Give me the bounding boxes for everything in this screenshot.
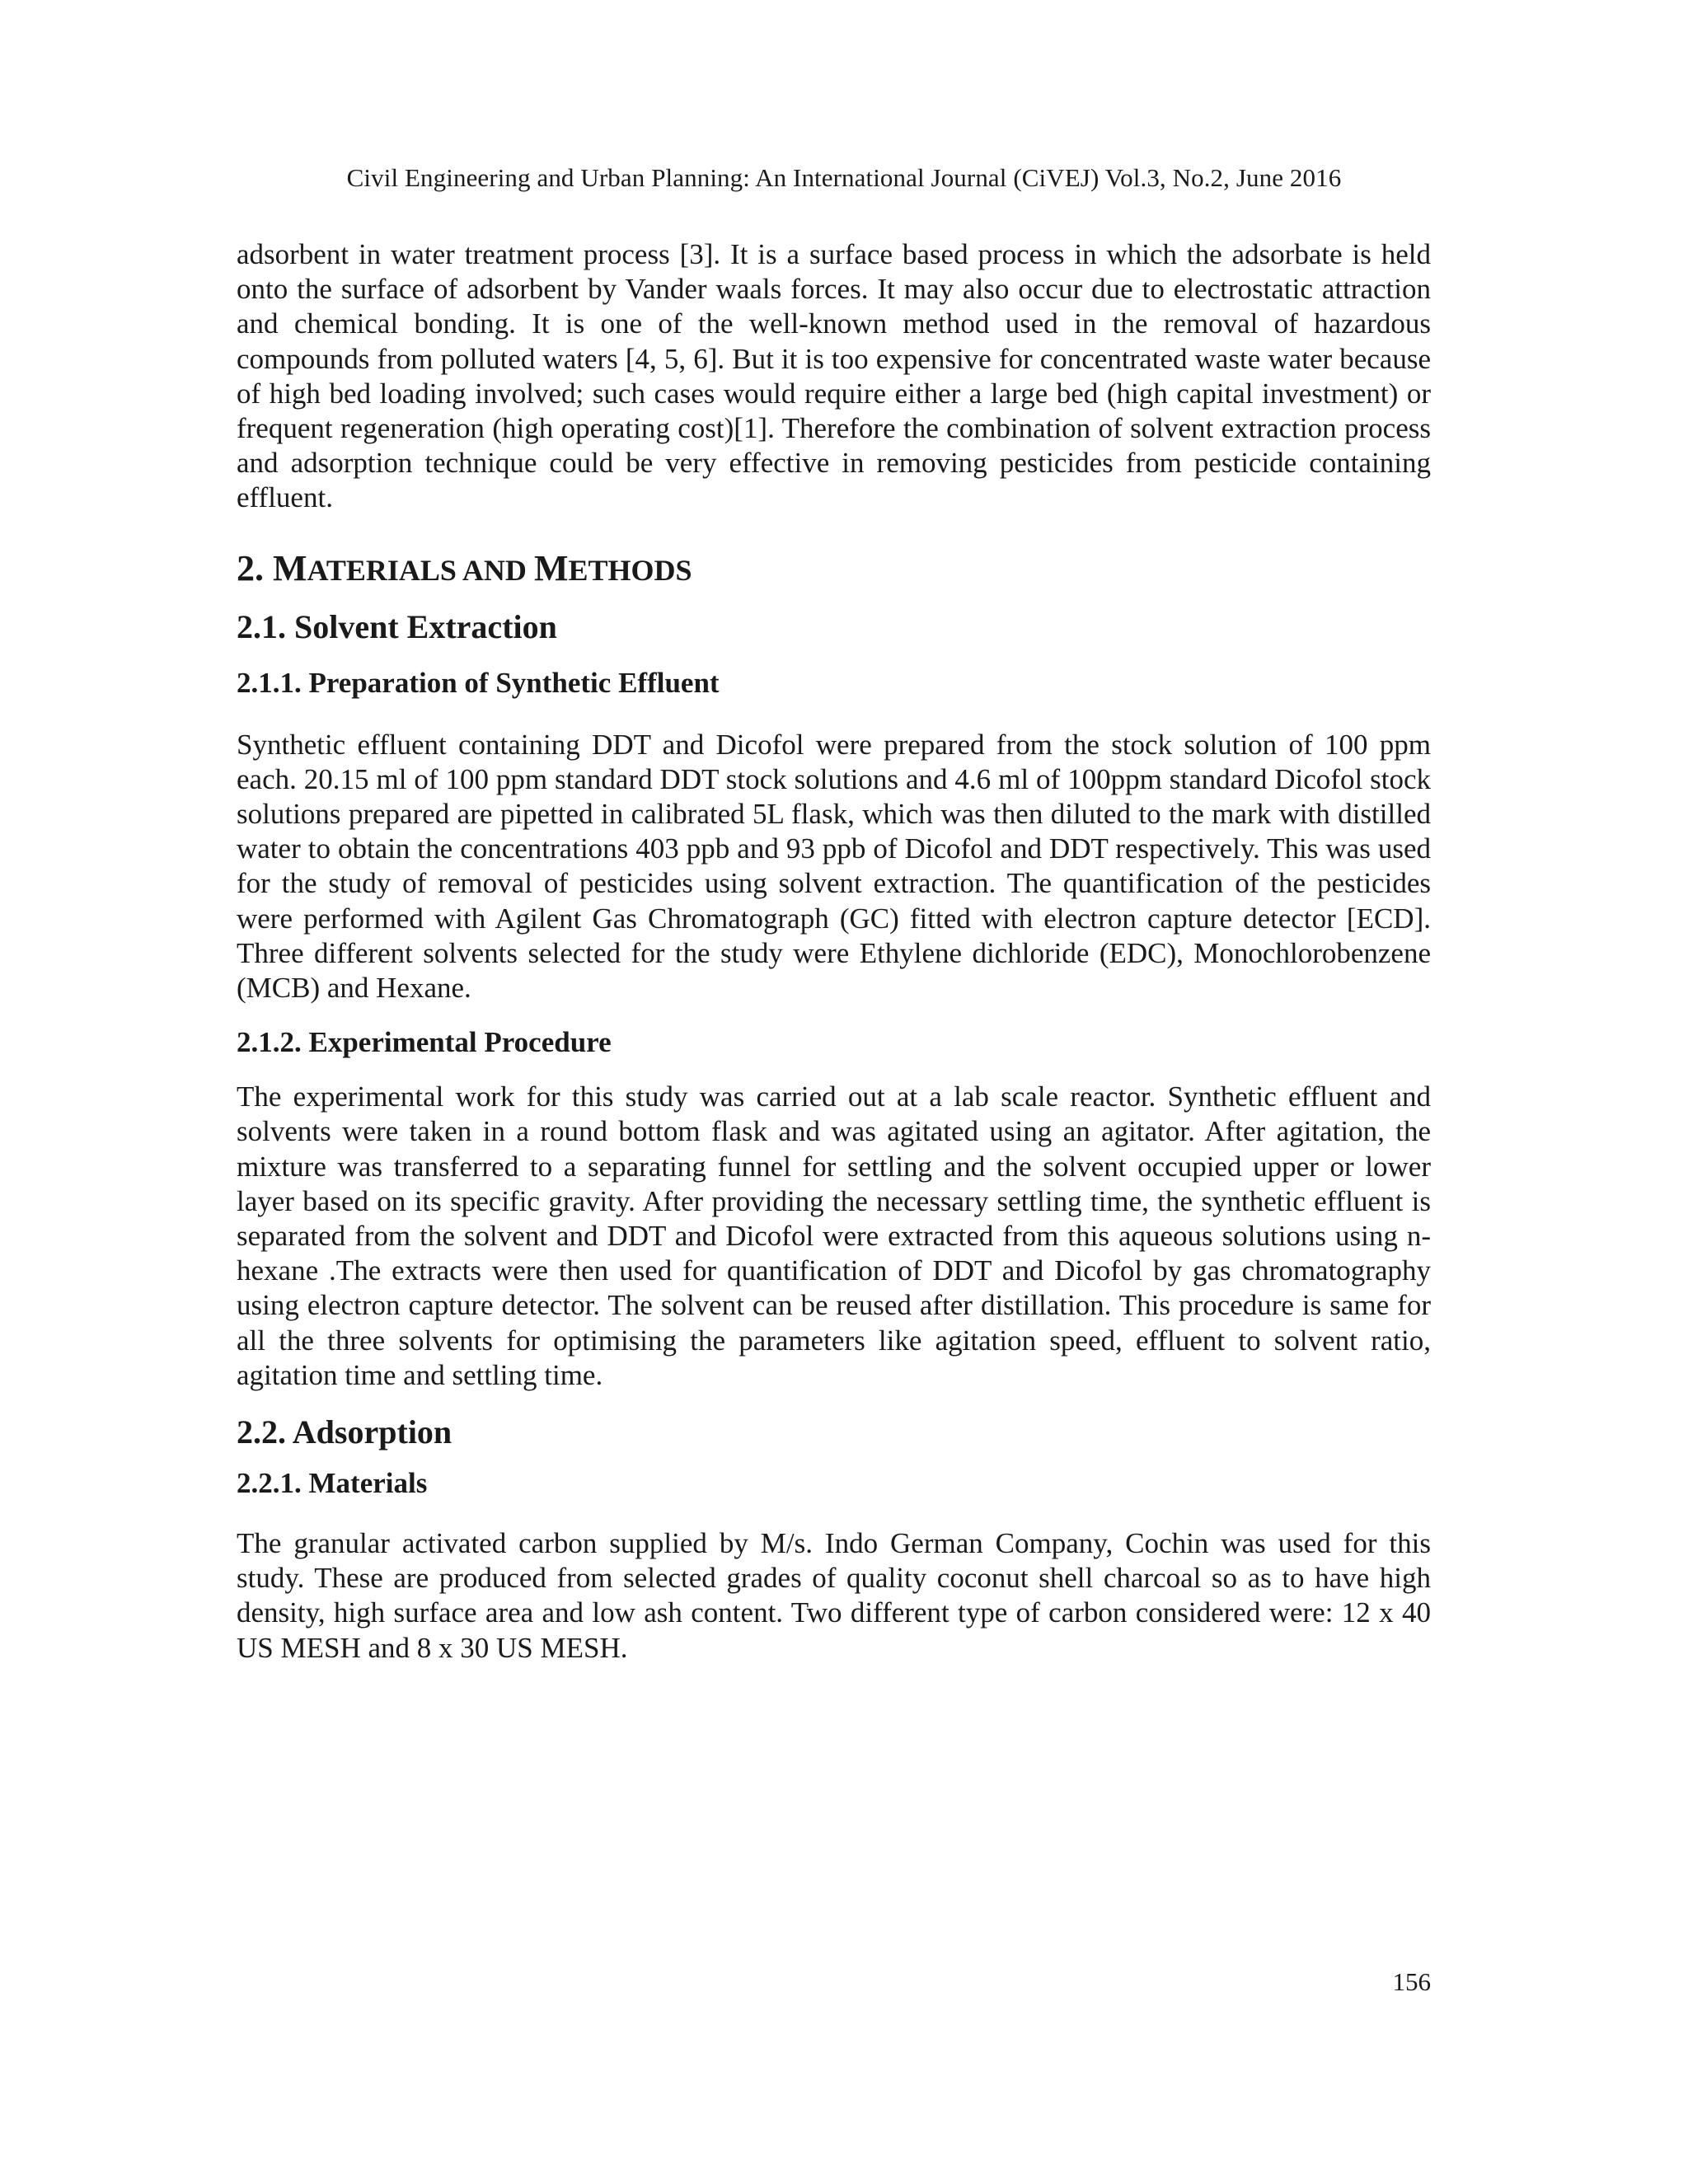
subsection-heading-adsorption: 2.2. Adsorption — [237, 1413, 452, 1451]
subsection-heading-solvent-extraction: 2.1. Solvent Extraction — [237, 607, 557, 645]
section-heading-part: 2. M — [237, 547, 307, 588]
page-body — [237, 237, 1431, 1666]
synthetic-effluent-paragraph: Synthetic effluent containing DDT and Dicofol were prepared from the stock solution of 100 ppm each. 20.15 ml of 100 ppm standard DDT stock solutions and 4.6 ml of 100ppm standard Dicofol stock solutions prepared are pipetted in calibrated 5L flask, which was then diluted to the mark with distilled water to obtain the concentrations 403 ppb and 93 ppb of Dicofol and DDT respectively. This was used for the study of removal of pesticides using solvent extraction. The quantification of the pesticides were performed with Agilent Gas Chromatograph (GC) fitted with electron capture detector [ECD]. Three different solvents selected for the study were Ethylene dichloride (EDC), Monochlorobenzene (MCB) and Hexane. — [237, 728, 1431, 1005]
running-head: Civil Engineering and Urban Planning: An International Journal (CiVEJ) Vol.3, No.2, June 2016 — [346, 163, 1342, 192]
materials-paragraph: The granular activated carbon supplied by M/s. Indo German Company, Cochin was used for this study. These are produced from selected grades of quality coconut shell charcoal so as to have high density, high surface area and low ash content. Two different type of carbon considered were: 12 x 40 US MESH and 8 x 30 US MESH. — [237, 1527, 1431, 1664]
section-heading-part: M — [533, 547, 569, 588]
subsubsection-heading-experimental-procedure: 2.1.2. Experimental Procedure — [237, 1026, 612, 1059]
subsubsection-heading-materials: 2.2.1. Materials — [237, 1467, 428, 1500]
section-heading-part: ATERIALS AND — [307, 553, 534, 587]
section-heading-part: ETHODS — [568, 553, 692, 587]
subsubsection-heading-synthetic-effluent: 2.1.1. Preparation of Synthetic Effluent — [237, 666, 720, 699]
page-number: 156 — [1392, 1967, 1431, 1996]
intro-paragraph: adsorbent in water treatment process [3]. It is a surface based process in which the adsorbate is held onto the surface of adsorbent by Vander waals forces. It may also occur due to electrostatic attraction and chemical bonding. It is one of the well-known method used in the removal of hazardous compounds from polluted waters [4, 5, 6]. But it is too expensive for concentrated waste water because of high bed loading involved; such cases would require either a large bed (high capital investment) or frequent regeneration (high operating cost)[1]. Therefore the combination of solvent extraction process and adsorption technique could be very effective in removing pesticides from pesticide containing effluent. — [237, 238, 1431, 514]
procedure-paragraph: The experimental work for this study was carried out at a lab scale reactor. Synthetic effluent and solvents were taken in a round bottom flask and was agitated using an agitator. After agitation, the mixture was transferred to a separating funnel for settling and the solvent occupied upper or lower layer based on its specific gravity. After providing the necessary settling time, the synthetic effluent is separated from the solvent and DDT and Dicofol were extracted from this aqueous solutions using n-hexane .The extracts were then used for quantification of DDT and Dicofol by gas chromatography using electron capture detector. The solvent can be reused after distillation. This procedure is same for all the three solvents for optimising the parameters like agitation speed, effluent to solvent ratio, agitation time and settling time. — [237, 1080, 1431, 1391]
section-heading-materials-and-methods — [237, 547, 1431, 592]
